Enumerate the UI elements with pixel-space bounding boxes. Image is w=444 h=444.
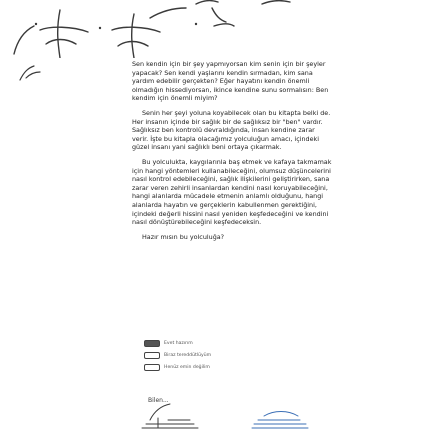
option-2-checkbox[interactable] (144, 352, 160, 359)
body-text (132, 60, 332, 249)
answer-options (144, 338, 264, 374)
option-1[interactable] (144, 338, 264, 348)
paragraph-2: Senin her şeyi yoluna koyabilecek olan bu kitapta belki de. Her insanın içinde bir sağlık bir de sağlıksız bir "ben" vardır. Sağlıksız ben kontrolü devraldığında, insan kendine zarar verir. İşte bu kitapla olacağımız yolculuğun amacı, içindeki güzel insanı yani sağlıklı beni ortaya çıkarmak. (132, 108, 331, 152)
bottom-right-sketch (250, 398, 310, 430)
bottom-left-sketch (140, 390, 200, 430)
bottom-sketch-text: Bilen... (148, 397, 169, 404)
decorative-figures-illustration (0, 0, 444, 58)
option-2-label: Biraz tereddütlüyüm (164, 352, 212, 358)
option-1-checkbox[interactable] (144, 340, 160, 347)
option-1-label: Evet hazırım (164, 340, 193, 346)
option-3-checkbox[interactable] (144, 364, 160, 371)
paragraph-3: Bu yolculukta, kaygılarınla baş etmek ve kafaya takmamak için hangi yöntemleri kullanabileceğini, olumsuz düşüncelerini nasıl kontrol edebileceğini, sağlık ilişkilerini geliştirirken, sana zarar veren zehirli insanlardan kendini nasıl koruyabileceğini, hangi alanlarda mücadele etmenin anlamlı olduğunu, hangi alanlarda hayatın ve gerçeklerin kabullenmen gerektiğini, içindeki değerli hissini nasıl yeniden keşfedeceğini ve kendini nasıl dönüştürebileceğini keşfedeceksin. (132, 157, 332, 227)
option-3[interactable] (144, 362, 264, 372)
option-3-label: Henüz emin değilim (164, 364, 210, 370)
closing-question: Hazır mısın bu yolculuğa? (142, 232, 225, 241)
side-flourish-illustration (18, 62, 42, 82)
paragraph-1: Sen kendin için bir şey yapmıyorsan kim senin için bir şeyler yapacak? Sen kendi yaşlarını kendin sırmadan, kim sana yardım edebilir gerçekten? Eğer hayatını kendin önemli olmadığın hissediyorsan, ikince kendine sunu sormalısın: Ben kendim için önemli miyim? (132, 60, 329, 103)
option-2[interactable] (144, 350, 264, 360)
